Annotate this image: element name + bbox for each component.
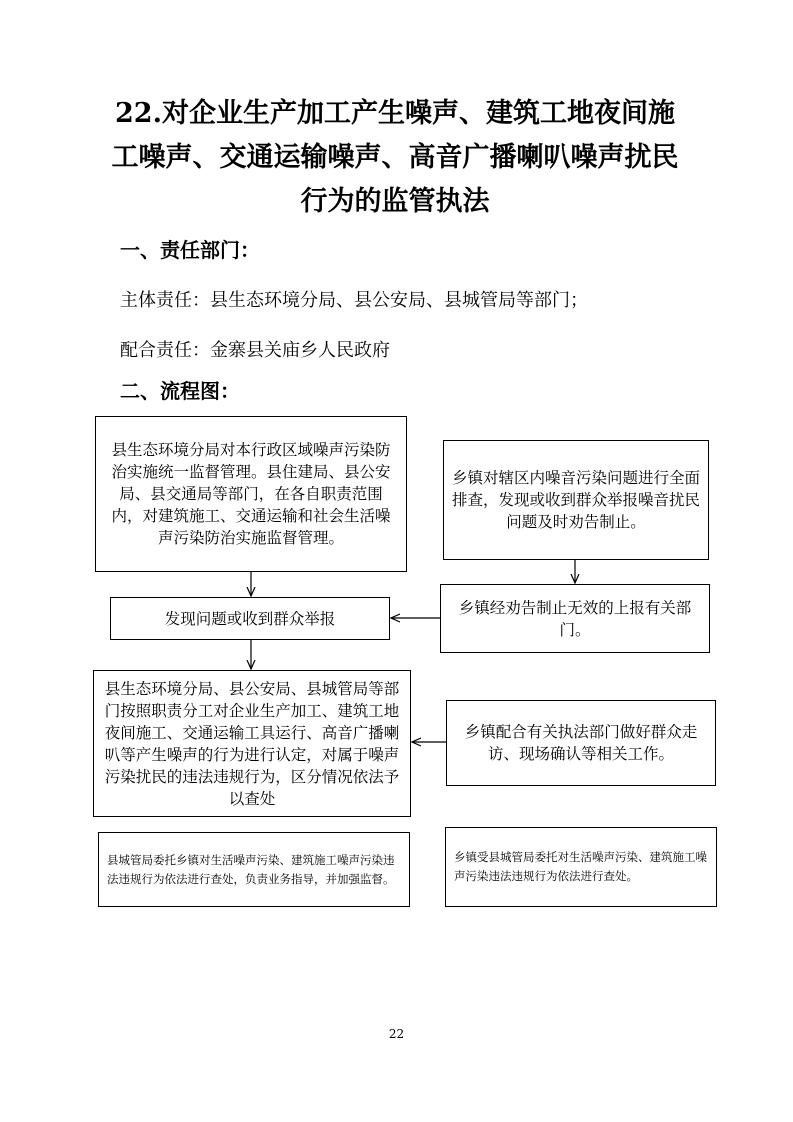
document-title: 22.对企业生产加工产生噪声、建筑工地夜间施工噪声、交通运输噪声、高音广播喇叭噪声扰民行为的监管执法 [111,98,679,217]
section-heading-departments: 一、责任部门： [120,238,260,262]
flow-box-text: 县城管局委托乡镇对生活噪声污染、建筑施工噪声污染违法违规行为依法进行查处，负责业务指导，并加强监督。 [107,852,395,886]
page-number: 22 [388,1027,405,1041]
flow-box-text: 发现问题或收到群众举报 [164,609,336,628]
cooperative-responsibility: 配合责任：金寨县关庙乡人民政府 [120,340,390,361]
primary-responsibility: 主体责任：县生态环境分局、县公安局、县城管局等部门； [120,290,588,311]
section-heading-flowchart: 二、流程图： [120,379,240,403]
flow-box-text: 乡镇经劝告制止无效的上报有关部门。 [458,598,692,639]
flow-box-text: 县生态环境分局对本行政区域噪声污染防治实施统一监督管理。县住建局、县公安局、县交通局等部门，在各自职责范围内，对建筑施工、交通运输和社会生活噪声污染防治实施监督管理。 [111,441,391,547]
flow-box-text: 乡镇配合有关执法部门做好群众走访、现场确认等相关工作。 [464,723,698,763]
flow-box-text: 县生态环境分局、县公安局、县城管局等部门按照职责分工对企业生产加工、建筑工地夜间施工、交通运输工具运行、高音广播喇叭等产生噪声的行为进行认定，对属于噪声污染扰民的违法违规行为，区分情况依法予以查处 [104,679,400,808]
flow-box-text: 乡镇受县城管局委托对生活噪声污染、建筑施工噪声污染违法违规行为依法进行查处。 [454,850,707,883]
flow-box-text: 乡镇对辖区内噪音污染问题进行全面排查，发现或收到群众举报噪音扰民问题及时劝告制止。 [452,469,701,531]
